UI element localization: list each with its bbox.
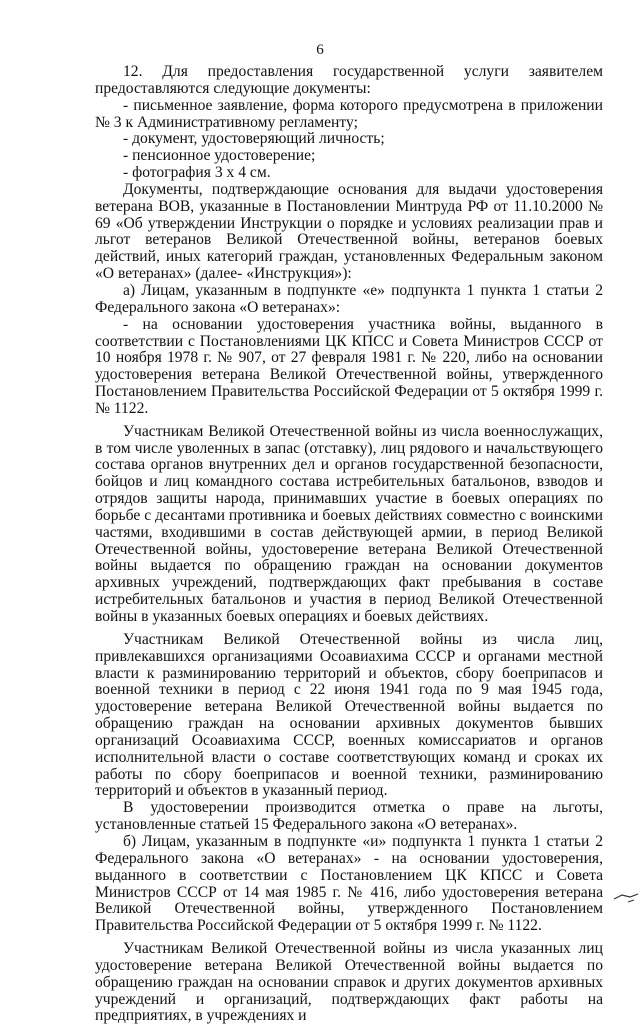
list-item-pension-certificate: - пенсионное удостоверение; xyxy=(123,147,316,165)
paragraph-subpoint-b-archives: Участникам Великой Отечественной войны из числа указанных лиц удостоверение ветерана Великой Отечественной войны выдается по обращению граждан на основании справок и других документов архивных учреждений и организаций, подтверждающих факт работы на предприятиях, в учреждениях и xyxy=(95,940,603,1025)
paragraph-subpoint-b: б) Лицам, указанным в подпункте «и» подпункта 1 пункта 1 статьи 2 Федерального закона «О ветеранах» - на основании удостоверения, выданного в соответствии с Постановлением ЦК КПСС и Совета Министров СССР от 14 мая 1985 г. № 416, либо удостоверения ветерана Великой Отечественной войны, утвержденного Постановлением Правительства Российской Федерации от 5 октября 1999 г. № 1122. xyxy=(95,832,603,935)
paragraph-servicemen: Участникам Великой Отечественной войны из числа военнослужащих, в том числе уволенных в запас (отставку), лиц рядового и начальствующего состава органов внутренних дел и органов государственной безопасности, бойцов и лиц командного состава истребительных батальонов, взводов и отрядов защиты народа, принимавших участие в боевых операциях по борьбе с десантами противника и боевых действиях совместно с воинскими частями, входившими в состав действующей армии, в период Великой Отечественной войны, удостоверение ветерана Великой Отечественной войны выдается по обращению граждан на основании документов архивных учреждений, подтверждающих факт пребывания в составе истребительных батальонов и участия в период Великой Отечественной войны в указанных боевых операциях и боевых действиях. xyxy=(95,422,603,625)
paragraph-subpoint-a: а) Лицам, указанным в подпункте «е» подпункта 1 пункта 1 статьи 2 Федерального закона «О ветеранах»: xyxy=(95,281,603,316)
list-item-application: - письменное заявление, форма которого предусмотрена в приложении № 3 к Административному регламенту; xyxy=(95,96,603,131)
document-body xyxy=(95,64,603,1025)
list-item-identity-document: - документ, удостоверяющий личность; xyxy=(123,130,385,148)
paragraph-grounds-documents: Документы, подтверждающие основания для выдачи удостоверения ветерана ВОВ, указанные в Постановлении Минтруда РФ от 11.10.2000 № 69 «Об утверждении Инструкции о порядке и условиях реализации прав и льгот ветеранов Великой Отечественной войны, ветеранов боевых действий, иных категорий граждан, установленных Федеральным законом «О ветеранах» (далее- «Инструкция»): xyxy=(95,180,603,283)
list-item-photo: - фотография 3 х 4 см. xyxy=(123,164,271,182)
paragraph-demining: Участникам Великой Отечественной войны из числа лиц, привлекавшихся организациями Осоавиахима СССР и органами местной власти к разминированию территорий и объектов, сбору боеприпасов и военной техники в период с 22 июня 1941 года по 9 мая 1945 года, удостоверение ветерана Великой Отечественной войны выдается по обращению граждан на основании архивных документов бывших организаций Осоавиахима СССР, военных комиссариатов и органов исполнительной власти о составе соответствующих команд и сроках их работы по сбору боеприпасов и военной техники, разминированию территорий и объектов в указанный период. xyxy=(95,630,603,800)
scan-artifact xyxy=(600,875,640,905)
paragraph-documents-list-intro: 12. Для предоставления государственной услуги заявителем предоставляются следующие документы: xyxy=(95,63,603,97)
paragraph-benefits-mark: В удостоверении производится отметка о праве на льготы, установленные статьей 15 Федерального закона «О ветеранах». xyxy=(95,799,603,834)
page-number: 6 xyxy=(316,42,324,58)
paragraph-subpoint-a-basis: - на основании удостоверения участника войны, выданного в соответствии с Постановлениями ЦК КПСС и Совета Министров СССР от 10 ноября 1978 г. № 907, от 27 февраля 1981 г. № 220, либо на основании удостоверения ветерана Великой Отечественной войны, утвержденного Постановлением Правительства Российской Федерации от 5 октября 1999 г. № 1122. xyxy=(95,315,603,417)
